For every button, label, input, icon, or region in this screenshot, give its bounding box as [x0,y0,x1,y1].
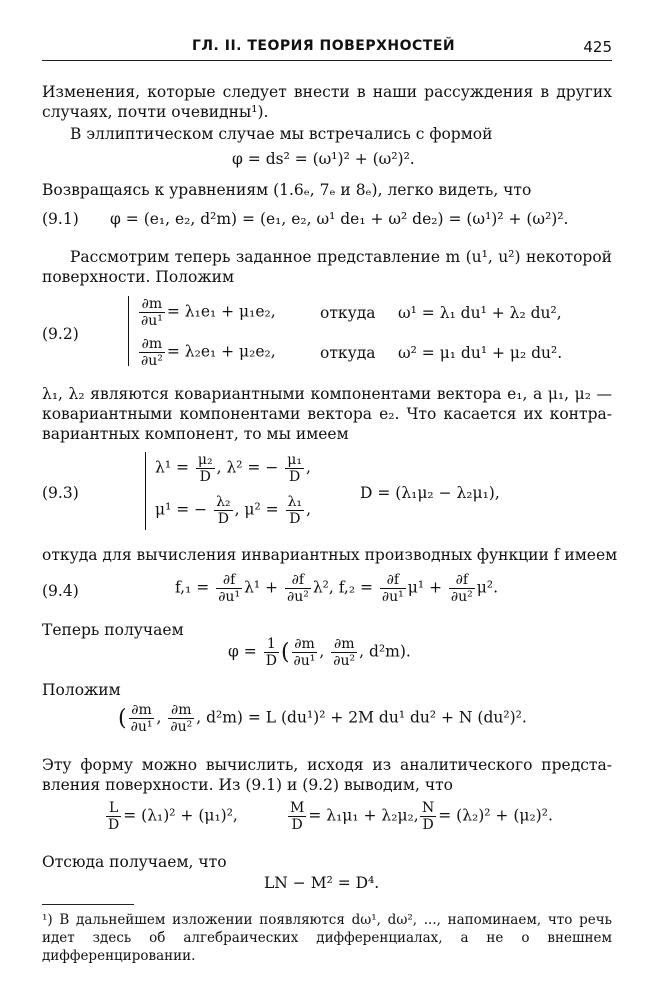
equation-9-3-row1: λ¹ = $\frac{\text{μ₂}}{D}$ , λ² = − $\frac{\text{μ₁}}{D}$ , [155,452,311,485]
paragraph-line: Возвращаясь к уравнениям (1.6ₑ, 7ₑ и 8ₑ), легко видеть, что [42,181,532,199]
equation-9-2-row2: $\frac{\partial m}{\text{∂u²}}$ = λ₂e₁ + μ₂e₂, [141,336,276,369]
running-header [42,38,612,61]
equation-N: $\frac{N}{D}$ = (λ₂)² + (μ₂)². [422,800,553,833]
paragraph-line: случаях, почти очевидны¹). [42,103,269,121]
equation-9-3-row2: μ¹ = − $\frac{\text{λ₂}}{D}$ , μ² = $\frac{\text{λ₁}}{D}$ , [155,494,311,527]
equation-phi: φ = ds² = (ω¹)² + (ω²)². [232,150,415,168]
equation-9-2-omega2: ω² = μ₁ du¹ + μ₂ du². [398,344,563,362]
footnote: ¹) В дальнейшем изложении появляются dω¹, dω², ..., напоминаем, что речь идет здесь об алгебраических дифференциалах, а не о внешнем дифференцировании. [42,912,612,964]
paragraph-line: поверхности. Положим [42,268,235,286]
paragraph-line: Теперь получаем [42,621,184,639]
paragraph-line: Рассмотрим теперь заданное представление m (u¹, u²) некоторой [70,248,612,266]
brace-9-3 [145,452,146,530]
chapter-title: ГЛ. II. ТЕОРИЯ ПОВЕРХНОСТЕЙ [192,38,456,54]
paragraph-line: Изменения, которые следует внести в наши рассуждения в других [42,83,612,101]
equation-L: $\frac{L}{D}$ = (λ₁)² + (μ₁)², [108,800,238,833]
equation-9-3-D: D = (λ₁μ₂ − λ₂μ₁), [360,484,500,502]
equation-9-4: f,₁ = $\frac{\partial f}{\text{∂u¹}}$ λ¹ + $\frac{\partial f}{\text{∂u²}}$ λ², f,₂ = $\frac{\partial f}{\text{∂u¹}}$ μ¹ + $\frac{\partial f}{\text{∂u²}}$ μ². [175,572,499,605]
paragraph-line: вариантных компонент, то мы имеем [42,425,349,443]
paragraph-line: ковариантными компонентами вектора e₂. Что касается их контра- [42,405,612,423]
equation-label-9-3: (9.3) [42,484,79,502]
brace-9-2 [128,296,129,366]
equation-9-2-word1: откуда [320,304,376,322]
equation-LMN: ( $\frac{\partial m}{\text{∂u¹}}$ , $\frac{\partial m}{\text{∂u²}}$ , d²m) = L (du¹)² + 2M du¹ du² + N (du²)². [118,702,527,735]
equation-9-2-word2: откуда [320,344,376,362]
paragraph-line: Отсюда получаем, что [42,853,227,871]
equation-9-1: φ = (e₁, e₂, d²m) = (e₁, e₂, ω¹ de₁ + ω² de₂) = (ω¹)² + (ω²)². [110,210,569,228]
equation-M: $\frac{M}{D}$ = λ₁μ₁ + λ₂μ₂, [290,800,419,833]
paragraph-line: λ₁, λ₂ являются ковариантными компонентами вектора e₁, а μ₁, μ₂ — [42,385,612,403]
equation-label-9-4: (9.4) [42,582,79,600]
paragraph-line: Положим [42,681,121,699]
paragraph-line: вления поверхности. Из (9.1) и (9.2) выводим, что [42,776,453,794]
equation-phi-2: φ = $\frac{1}{D}$ ( $\frac{\partial m}{\text{∂u¹}}$ , $\frac{\partial m}{\text{∂u²}}$ , d²m). [228,636,411,669]
page-number: 425 [583,38,612,56]
equation-final: LN − M² = D⁴. [264,874,380,892]
equation-9-2-omega1: ω¹ = λ₁ du¹ + λ₂ du², [398,304,562,322]
equation-label-9-2: (9.2) [42,325,79,343]
paragraph-line: В эллиптическом случае мы встречались с формой [70,125,493,143]
footnote-rule [42,904,134,905]
equation-9-2-row1: $\frac{\partial m}{\text{∂u¹}}$ = λ₁e₁ + μ₁e₂, [141,296,276,329]
paragraph-line: Эту форму можно вычислить, исходя из аналитического предста- [42,756,612,774]
paragraph-line: откуда для вычисления инвариантных производных функции f имеем [42,546,618,564]
equation-label-9-1: (9.1) [42,210,79,228]
